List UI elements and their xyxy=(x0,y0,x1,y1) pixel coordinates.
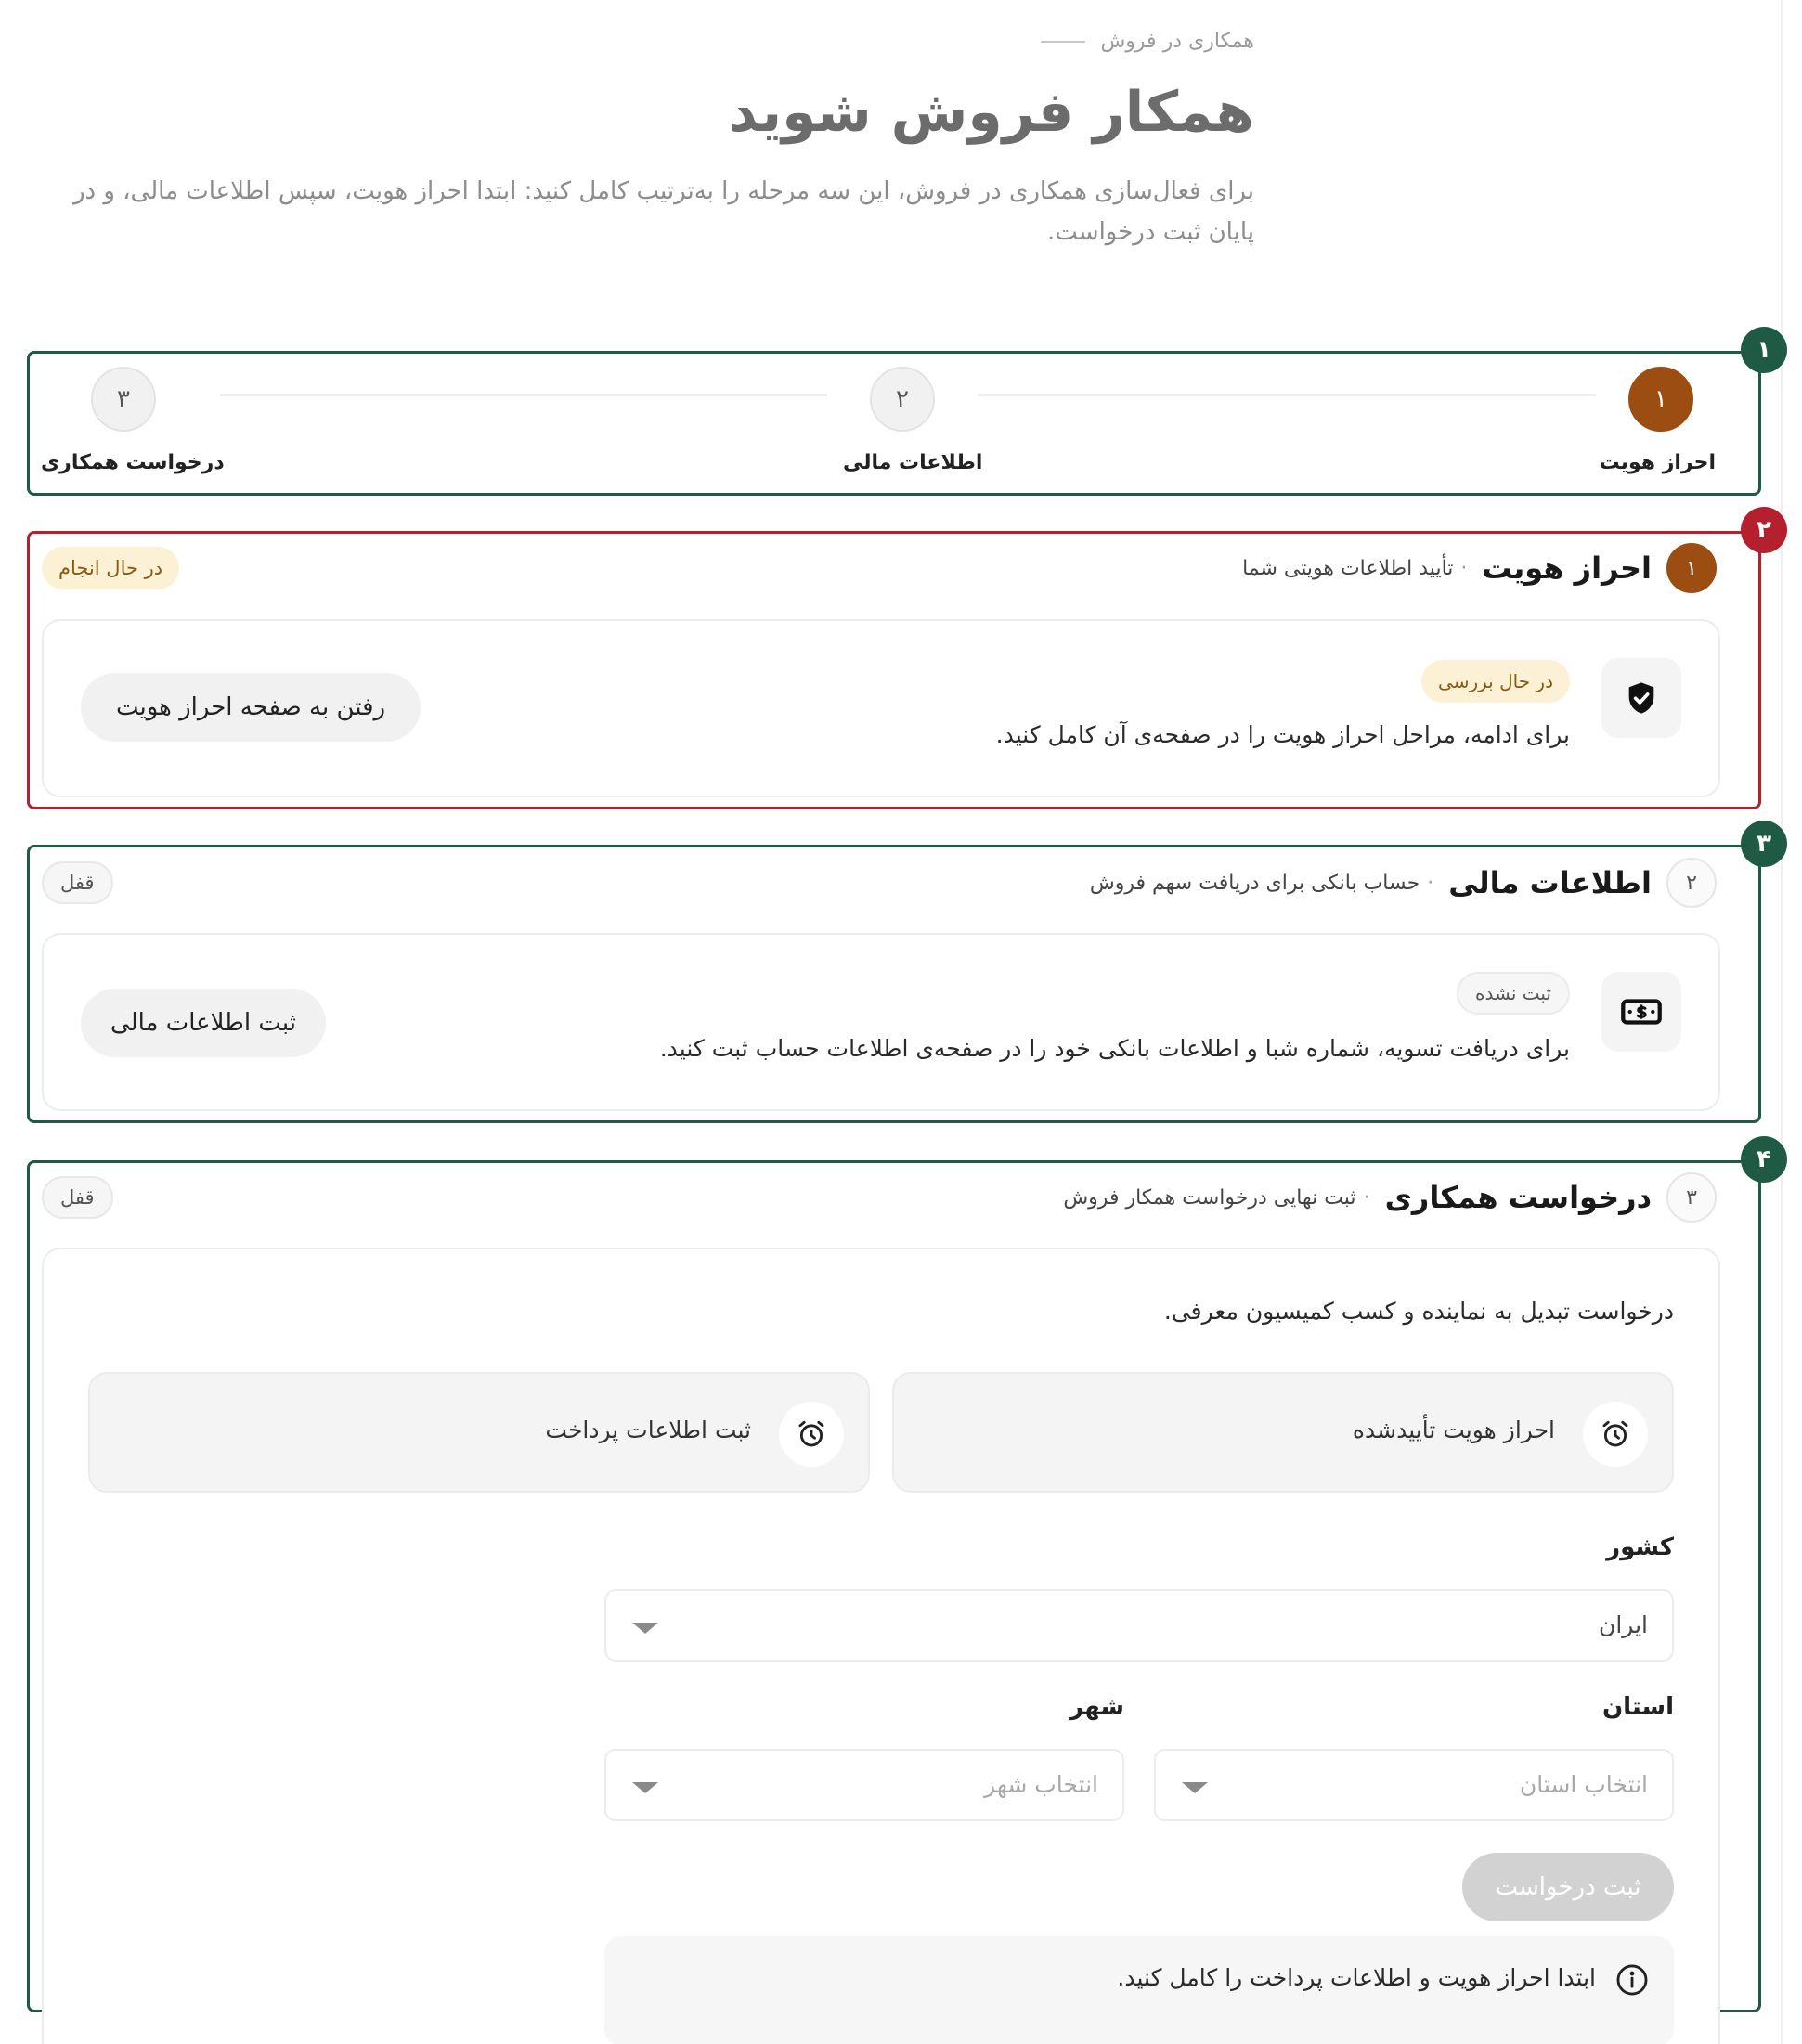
step-request-label: درخواست همکاری xyxy=(41,451,225,474)
info-icon xyxy=(1614,1962,1650,1998)
requirement-label: ثبت اطلاعات پرداخت xyxy=(545,1417,751,1443)
stepper-line-2 xyxy=(220,394,827,396)
section-number: ۳ xyxy=(1666,1172,1717,1223)
breadcrumb-line xyxy=(1041,41,1085,43)
section-title: اطلاعات مالی xyxy=(1448,865,1652,900)
money-icon xyxy=(1620,993,1663,1030)
lock-badge: قفل xyxy=(42,861,113,904)
submit-request-button[interactable]: ثبت درخواست xyxy=(1462,1853,1674,1921)
section-subtitle: · تأیید اطلاعات هویتی شما xyxy=(1242,557,1467,580)
request-card xyxy=(42,1248,1720,2044)
review-badge: در حال بررسی xyxy=(1421,660,1570,703)
register-financial-button[interactable]: ثبت اطلاعات مالی xyxy=(81,989,326,1057)
identity-header xyxy=(1242,543,1717,593)
city-label: شهر xyxy=(1070,1693,1124,1721)
step-number: ۱ xyxy=(1628,367,1693,432)
section-number: ۲ xyxy=(1666,858,1717,908)
notice-box xyxy=(604,1936,1674,2044)
section-subtitle: · ثبت نهایی درخواست همکار فروش xyxy=(1063,1186,1369,1210)
financial-header xyxy=(1090,858,1717,908)
requirement-identity xyxy=(892,1372,1674,1493)
country-select[interactable] xyxy=(604,1589,1674,1662)
scrollbar-track[interactable] xyxy=(1781,0,1783,2044)
page-description: برای فعال‌سازی همکاری در فروش، این سه مرحله را به‌ترتیب کامل کنید: ابتدا احراز هویت، سپس اطلاعات مالی، و در پایان ثبت درخواست. xyxy=(72,177,1254,246)
go-identity-button[interactable]: رفتن به صفحه احراز هویت xyxy=(81,673,421,742)
notice-text: ابتدا احراز هویت و اطلاعات پرداخت را کامل کنید. xyxy=(1117,1964,1596,1991)
marker-3: ۳ xyxy=(1741,821,1787,867)
step-identity[interactable] xyxy=(1628,367,1693,432)
chevron-down-icon xyxy=(632,1782,658,1793)
financial-text: برای دریافت تسویه، شماره شبا و اطلاعات بانکی خود را در صفحه‌ی اطلاعات حساب ثبت کنید. xyxy=(659,1035,1570,1062)
city-select[interactable] xyxy=(604,1749,1124,1821)
province-placeholder: انتخاب استان xyxy=(1519,1771,1648,1798)
step-number: ۲ xyxy=(870,367,935,432)
requirement-label: احراز هویت تأییدشده xyxy=(1352,1417,1555,1443)
financial-card xyxy=(42,933,1720,1111)
requirement-icon-box xyxy=(1583,1402,1648,1467)
status-badge: در حال انجام xyxy=(42,547,179,589)
step-number: ۳ xyxy=(91,367,156,432)
marker-2: ۲ xyxy=(1741,507,1787,553)
marker-1: ۱ xyxy=(1741,327,1787,373)
lock-badge: قفل xyxy=(42,1176,113,1219)
request-header xyxy=(1063,1172,1717,1223)
step-request[interactable] xyxy=(91,367,156,432)
section-number: ۱ xyxy=(1666,543,1717,593)
province-label: استان xyxy=(1601,1693,1674,1721)
shield-check-icon xyxy=(1623,679,1660,717)
city-placeholder: انتخاب شهر xyxy=(984,1771,1098,1798)
country-value: ایران xyxy=(1598,1611,1648,1638)
step-financial-label: اطلاعات مالی xyxy=(843,451,983,474)
identity-card xyxy=(42,619,1720,797)
section-subtitle: · حساب بانکی برای دریافت سهم فروش xyxy=(1090,872,1433,895)
identity-icon-box xyxy=(1601,658,1681,738)
breadcrumb-label: همکاری در فروش xyxy=(1100,30,1254,53)
requirement-payment xyxy=(88,1372,870,1493)
breadcrumb xyxy=(1041,30,1254,53)
section-title: احراز هویت xyxy=(1482,550,1652,586)
step-identity-label: احراز هویت xyxy=(1599,451,1716,474)
marker-4: ۴ xyxy=(1741,1136,1787,1183)
alarm-clock-icon xyxy=(796,1418,827,1450)
identity-text: برای ادامه، مراحل احراز هویت را در صفحه‌ی آن کامل کنید. xyxy=(995,721,1570,748)
chevron-down-icon xyxy=(632,1623,658,1634)
section-title: درخواست همکاری xyxy=(1384,1180,1652,1215)
alarm-clock-icon xyxy=(1600,1418,1631,1450)
not-registered-badge: ثبت نشده xyxy=(1457,972,1570,1015)
country-label: کشور xyxy=(1606,1533,1674,1561)
step-financial[interactable] xyxy=(870,367,935,432)
page-title: همکار فروش شوید xyxy=(728,80,1254,145)
financial-icon-box xyxy=(1601,972,1681,1052)
province-select[interactable] xyxy=(1154,1749,1674,1821)
request-intro: درخواست تبدیل به نماینده و کسب کمیسیون معرفی. xyxy=(1163,1298,1674,1325)
stepper-line-1 xyxy=(978,394,1596,396)
requirement-icon-box xyxy=(779,1402,844,1467)
chevron-down-icon xyxy=(1182,1782,1208,1793)
